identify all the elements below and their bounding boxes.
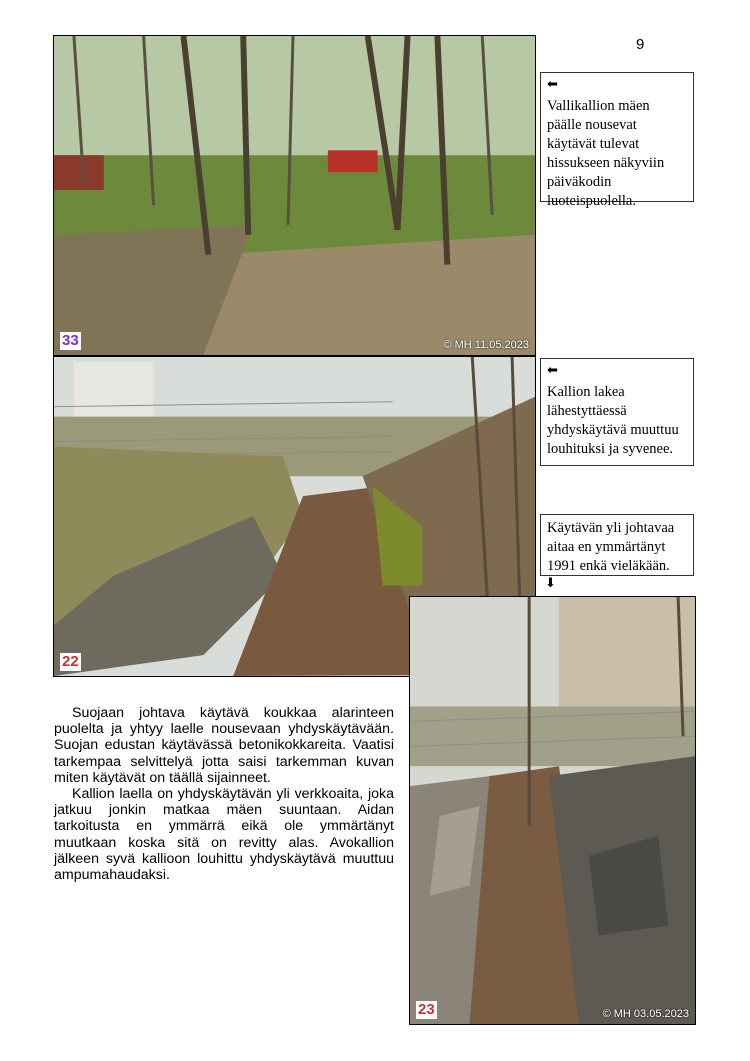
- photo-credit: © MH 11.05.2023: [443, 339, 529, 351]
- body-paragraph: Kallion laella on yhdyskäytävän yli verkkoaita, joka jatkuu jonkin matkaa mäen suuntaan. Aidan tarkoitusta en ymmärrä eikä ole ymmärtänyt muutkaan koska sitä on revitty alas. Avokallion jälkeen syvä kallioon louhittu yhdyskäytävä muuttuu ampumahaudaksi.: [54, 786, 394, 884]
- photo-number: 22: [62, 653, 79, 670]
- photo-deep-trench: [409, 596, 696, 1025]
- caption-third: [540, 514, 694, 576]
- caption-first: [540, 72, 694, 209]
- caption-text: Kallion lakea lähestyttäessä yhdyskäytävä muuttuu louhituksi ja syvenee.: [547, 384, 679, 457]
- caption-text: Vallikallion mäen päälle nousevat käytävät tulevat hissukseen näkyviin päiväkodin luoteispuolella.: [547, 98, 665, 209]
- body-text: [54, 705, 394, 883]
- down-arrow-icon: ⬇: [545, 576, 556, 591]
- left-arrow-icon: ⬅: [547, 363, 558, 378]
- left-arrow-icon: ⬅: [547, 77, 558, 92]
- photo-number: 23: [418, 1001, 435, 1018]
- photo-credit: © MH 03.05.2023: [602, 1008, 689, 1020]
- caption-text: Käytävän yli johtavaa aitaa en ymmärtänyt 1991 enkä vieläkään.: [547, 520, 675, 574]
- body-paragraph: Suojaan johtava käytävä koukkaa alarinteen puolelta ja yhtyy laelle nousevaan yhdyskäytävään. Suojan edustan käytävässä betonikokkareita. Vaatisi tarkempaa selvittelyä jotta saisi tarkemman kuvan miten käytävät on täällä sijainneet.: [54, 705, 394, 786]
- photo-number: 33: [62, 332, 79, 349]
- photo-forest-path: [53, 35, 536, 356]
- page-number: 9: [636, 36, 645, 53]
- caption-second: [540, 358, 694, 466]
